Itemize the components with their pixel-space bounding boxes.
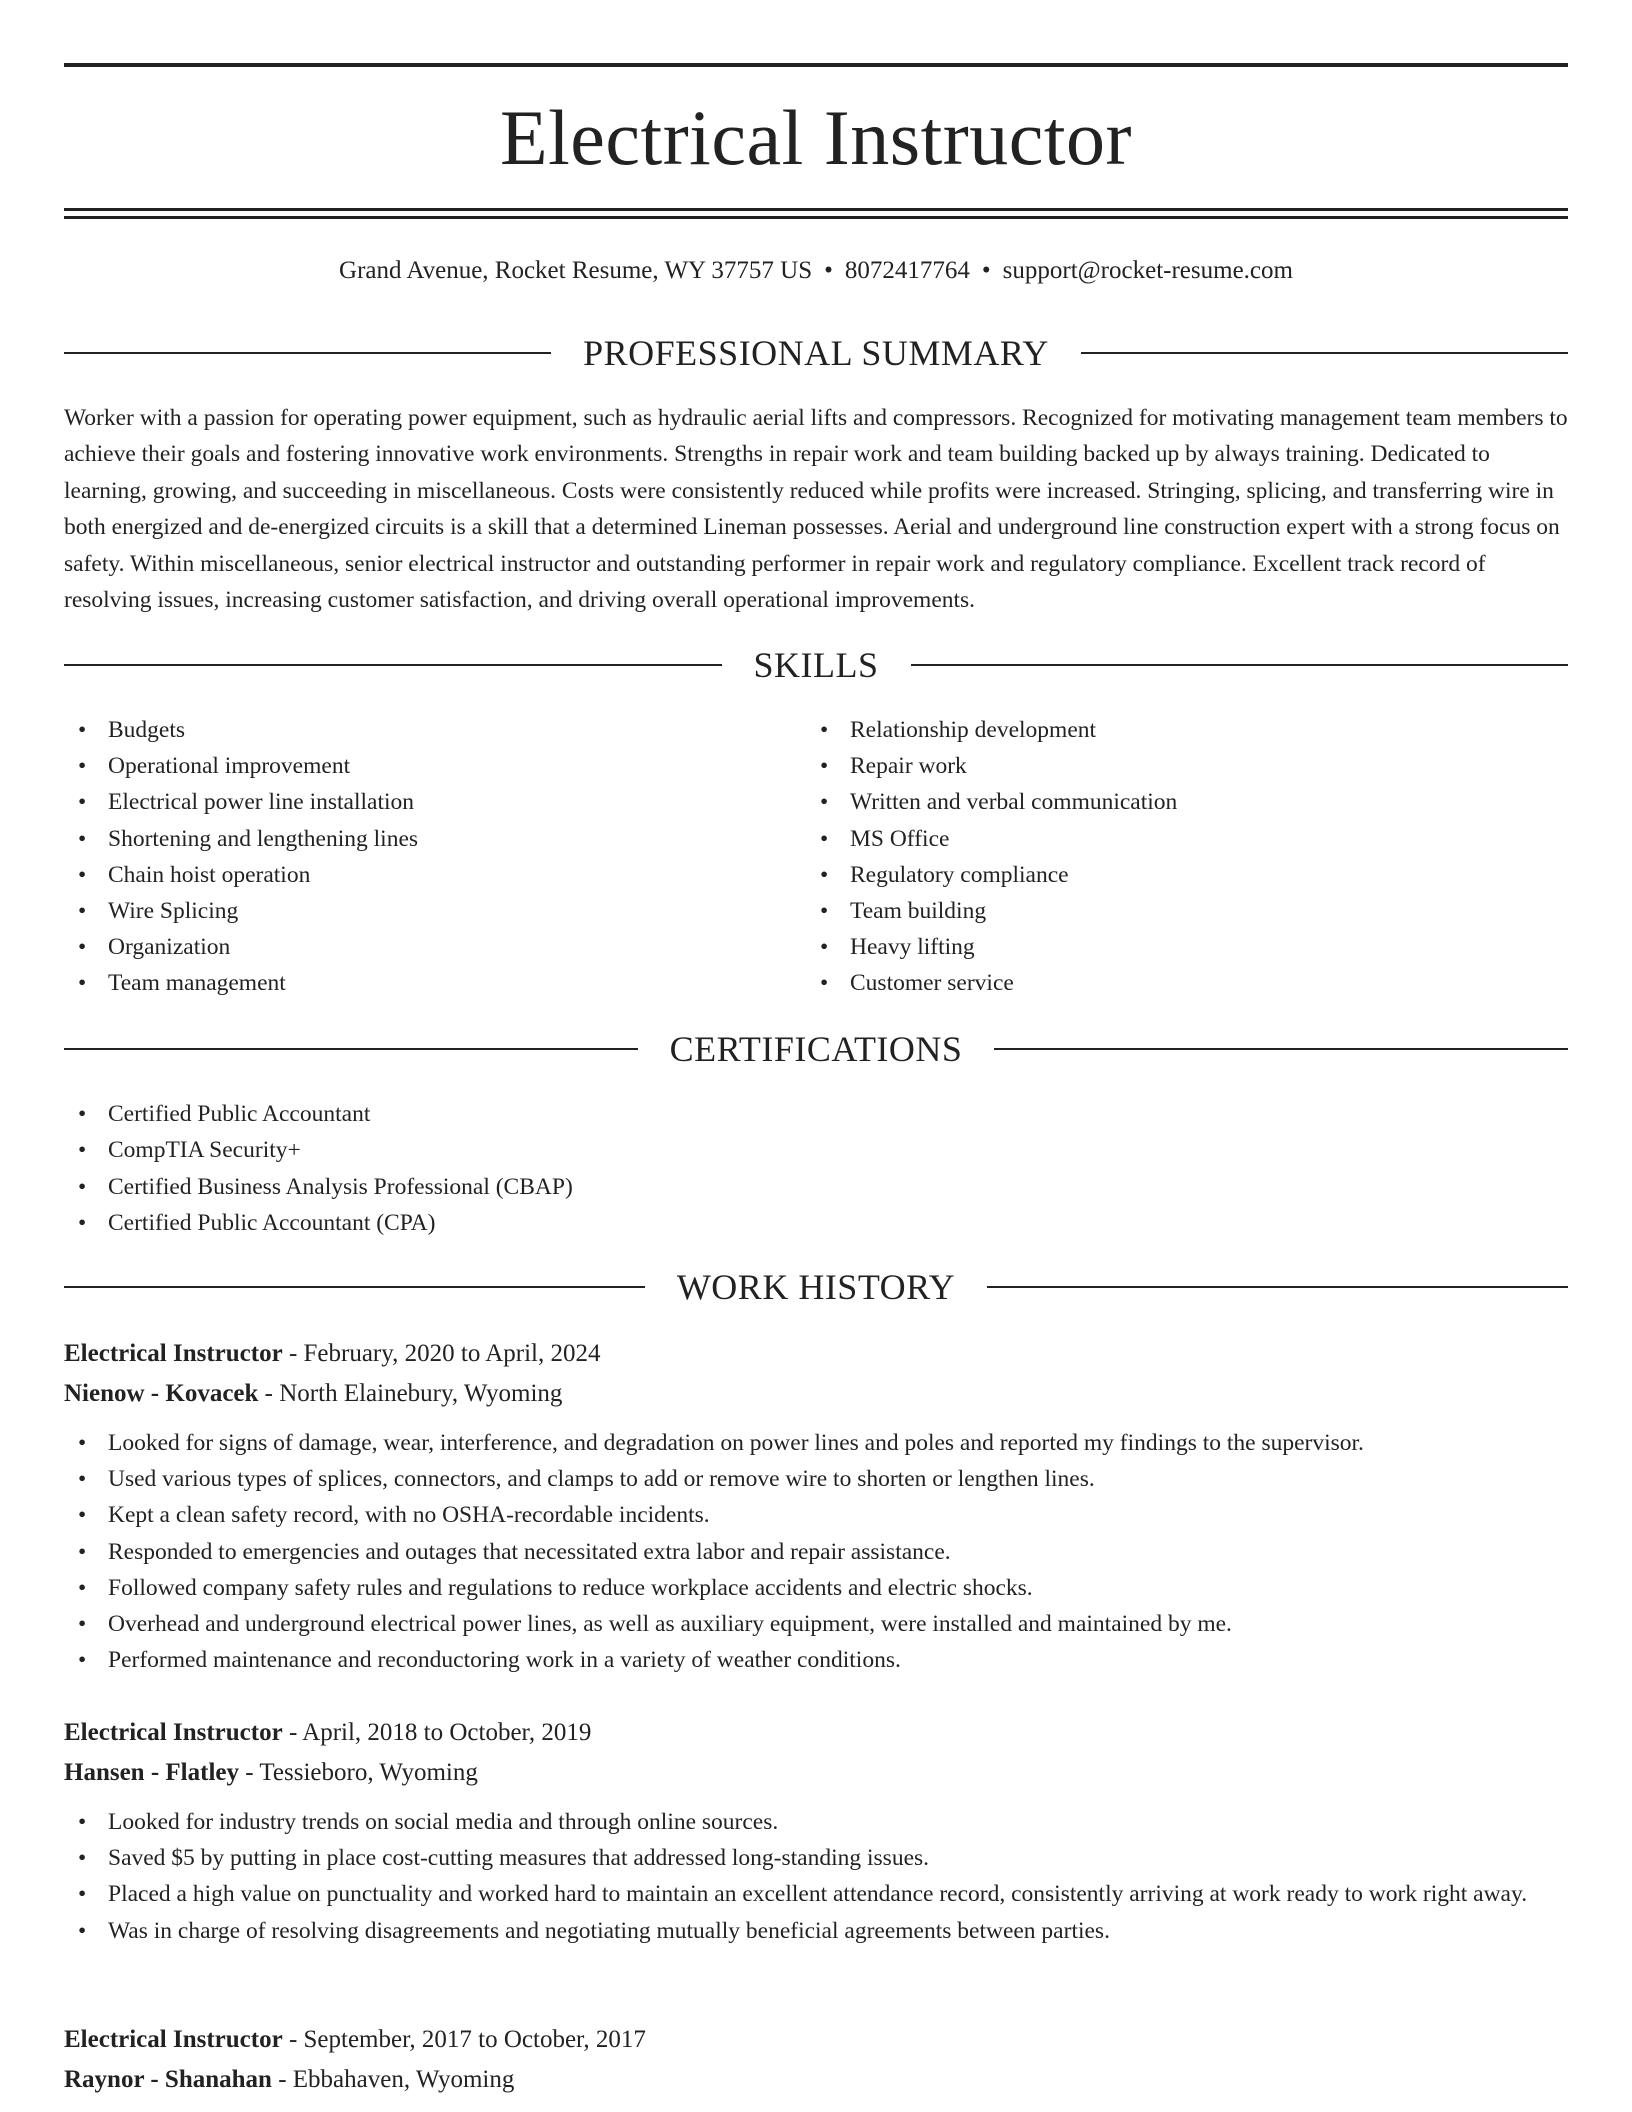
job-title-line: Electrical Instructor - September, 2017 to October, 2017 — [64, 2026, 646, 2053]
skill-item: • Wire Splicing — [64, 893, 764, 929]
skill-item: • Shortening and lengthening lines — [64, 821, 764, 857]
job-title-line: Electrical Instructor - April, 2018 to October, 2019 — [64, 1719, 592, 1746]
skill-item: • Team management — [64, 965, 764, 1001]
job-bullet: • Looked for industry trends on social media and through online sources. — [64, 1804, 1568, 1840]
skill-item: • Electrical power line installation — [64, 784, 764, 820]
heading-rule-left — [64, 352, 551, 354]
section-title: CERTIFICATIONS — [669, 1029, 963, 1069]
contact-email: support@rocket-resume.com — [1002, 257, 1293, 284]
job-bullet: • Saved $5 by putting in place cost-cutting measures that addressed long-standing issues. — [64, 1840, 1568, 1876]
section-heading-summary — [64, 331, 1568, 375]
contact-separator: • — [824, 257, 833, 284]
contact-phone: 8072417764 — [844, 257, 970, 284]
job-dates: April, 2018 to October, 2019 — [302, 1719, 592, 1746]
summary-text: Worker with a passion for operating power equipment, such as hydraulic aerial lifts and compressors. Recognized for motivating management team members to achieve their goals and fostering innovative work environments. Strengths in repair work and team building backed up by always training. Dedicated to learning, growing, and succeeding in miscellaneous. Costs were consistently reduced while profits were increased. Stringing, splicing, and transferring wire in both energized and de-energized circuits is a skill that a determined Lineman possesses. Aerial and underground line construction expert with a strong focus on safety. Within miscellaneous, senior electrical instructor and outstanding performer in repair work and regulatory compliance. Excellent track record of resolving issues, increasing customer satisfaction, and driving overall operational improvements. — [64, 405, 1568, 614]
heading-rule-left — [64, 1048, 638, 1050]
section-heading-certifications — [64, 1027, 1568, 1071]
job-bullet: • Looked for signs of damage, wear, interference, and degradation on power lines and poles and reported my findings to the supervisor. — [64, 1425, 1568, 1461]
contact-separator: • — [981, 257, 991, 284]
job-bullet: • Placed a high value on punctuality and worked hard to maintain an excellent attendance record, consistently arriving at work ready to work right away. — [64, 1876, 1568, 1912]
section-title: WORK HISTORY — [676, 1267, 956, 1307]
job-company-line: Raynor - Shanahan - Ebbahaven, Wyoming — [64, 2065, 515, 2093]
skills-list-left — [64, 712, 764, 1002]
skill-item: • MS Office — [806, 821, 1566, 857]
certification-item: • Certified Business Analysis Professional (CBAP) — [64, 1169, 1464, 1205]
contact-address: Grand Avenue, Rocket Resume, WY 37757 US — [339, 257, 813, 284]
skill-item: • Chain hoist operation — [64, 857, 764, 893]
job-bullet: • Was in charge of resolving disagreements and negotiating mutually beneficial agreements between parties. — [64, 1913, 1568, 1949]
section-title: SKILLS — [753, 645, 879, 685]
job-entry — [64, 1713, 1568, 1949]
skill-item: • Operational improvement — [64, 748, 764, 784]
job-bullet: • Performed maintenance and reconductoring work in a variety of weather conditions. — [64, 1642, 1568, 1678]
title-double-rule-upper — [64, 208, 1568, 211]
section-heading-work-history — [64, 1265, 1568, 1309]
job-title: Electrical Instructor — [64, 1340, 283, 1367]
skill-item: • Relationship development — [806, 712, 1566, 748]
heading-rule-right — [911, 664, 1569, 666]
skill-item: • Written and verbal communication — [806, 784, 1566, 820]
job-company: Hansen - Flatley — [64, 1758, 239, 1786]
heading-rule-right — [1081, 352, 1568, 354]
job-location: Ebbahaven, Wyoming — [292, 2065, 515, 2093]
heading-rule-left — [64, 1286, 645, 1288]
section-title: PROFESSIONAL SUMMARY — [583, 333, 1049, 373]
job-entry — [64, 1334, 1568, 1678]
certification-item: • CompTIA Security+ — [64, 1132, 1464, 1168]
job-dates: February, 2020 to April, 2024 — [303, 1340, 601, 1367]
job-company-line: Nienow - Kovacek - North Elainebury, Wyoming — [64, 1379, 563, 1407]
job-company-line: Hansen - Flatley - Tessieboro, Wyoming — [64, 1758, 478, 1786]
job-location: Tessieboro, Wyoming — [259, 1758, 478, 1786]
job-bullet: • Overhead and underground electrical power lines, as well as auxiliary equipment, were installed and maintained by me. — [64, 1606, 1568, 1642]
heading-rule-right — [994, 1048, 1568, 1050]
title-double-rule-lower — [64, 216, 1568, 219]
job-entry — [64, 2020, 1568, 2099]
certification-item: • Certified Public Accountant (CPA) — [64, 1205, 1464, 1241]
contact-line — [64, 254, 1568, 288]
skills-list-right — [806, 712, 1566, 1002]
job-company: Nienow - Kovacek — [64, 1379, 259, 1407]
certification-item: • Certified Public Accountant — [64, 1096, 1464, 1132]
job-location: North Elainebury, Wyoming — [279, 1379, 563, 1407]
skill-item: • Team building — [806, 893, 1566, 929]
skill-item: • Repair work — [806, 748, 1566, 784]
job-title-line: Electrical Instructor - February, 2020 to April, 2024 — [64, 1340, 601, 1367]
job-bullet: • Used various types of splices, connectors, and clamps to add or remove wire to shorten or lengthen lines. — [64, 1461, 1568, 1497]
skill-item: • Organization — [64, 929, 764, 965]
job-bullet-list — [64, 1804, 1568, 1949]
top-rule — [64, 63, 1568, 67]
job-bullet: • Responded to emergencies and outages that necessitated extra labor and repair assistance. — [64, 1534, 1568, 1570]
skill-item: • Budgets — [64, 712, 764, 748]
heading-rule-right — [987, 1286, 1568, 1288]
job-bullet: • Followed company safety rules and regulations to reduce workplace accidents and electric shocks. — [64, 1570, 1568, 1606]
resume-title: Electrical Instructor — [499, 94, 1133, 181]
job-title: Electrical Instructor — [64, 2026, 283, 2053]
job-bullet: • Kept a clean safety record, with no OSHA-recordable incidents. — [64, 1497, 1568, 1533]
skill-item: • Heavy lifting — [806, 929, 1566, 965]
job-title: Electrical Instructor — [64, 1719, 283, 1746]
job-dates: September, 2017 to October, 2017 — [303, 2026, 646, 2053]
skill-item: • Regulatory compliance — [806, 857, 1566, 893]
job-company: Raynor - Shanahan — [64, 2065, 272, 2093]
section-heading-skills — [64, 643, 1568, 687]
certifications-list — [64, 1096, 1464, 1241]
job-bullet-list — [64, 1425, 1568, 1678]
heading-rule-left — [64, 664, 722, 666]
skill-item: • Customer service — [806, 965, 1566, 1001]
